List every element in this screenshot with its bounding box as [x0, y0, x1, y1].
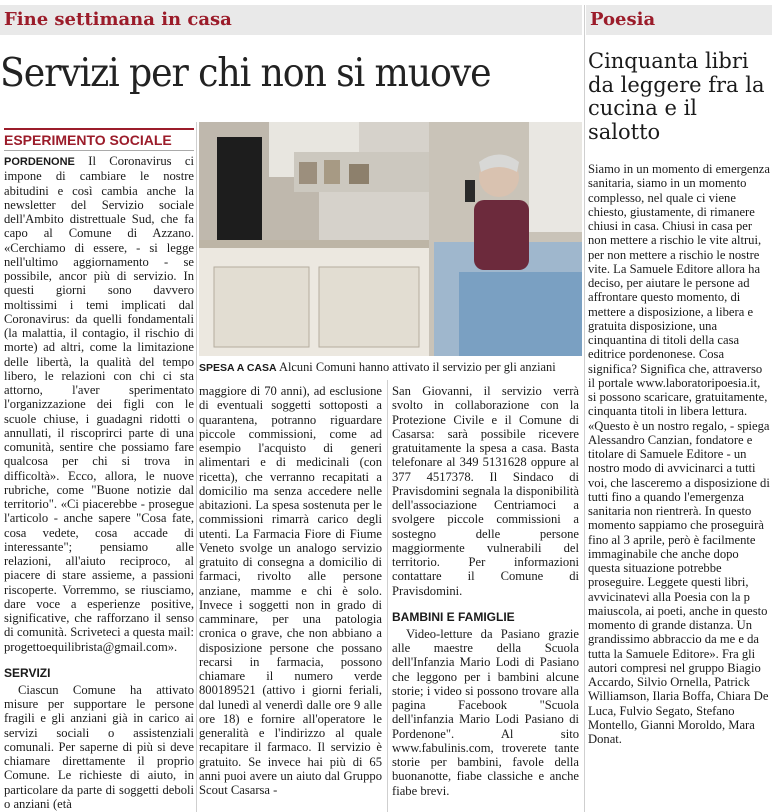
intro-text: Il Coronavirus ci impone di cambiare le nostre abitudini e così cambia anche la newsletter del Servizio sociale dell'Ambito distrettuale Sud, che fa capo al Comune di Azzano. «Cerchiamo di essere, - si legge nell'ultimo aggiornamento - se possibile, ancor più di servizio. In questi giorni sono davvero moltissimi i temi implicati dal Coronavirus: da quelli fondamentali (la malattia, il contagio, il rischio di morte) ad altri, come la limitazione delle libertà, la qualità del tempo libero, le relazioni con chi ci sta attorno, l'aver sperimentato l'organizzazione dei figli con le scuole chiuse, i guadagni ridotti o annullati, il riscoprirci parte di una comunità, sentire che possiamo fare qualcosa per chi si trova in difficoltà». Ecco, allora, le nuove rubriche, come "Buone notizie dal territorio". «Ci piacerebbe - prosegue l'articolo - anche sapere "Cosa fate, cosa vedete, cosa accade di interessante"; pensiamo alle relazioni, all'aiuto reciproco, al piacere di stare assieme, a passioni riscoperte. Vorremmo, se riusciamo, dare voce a esperienze positive, significative, che rafforzano il senso di comunità. Scriveteci a questa mail: progettoequilibrista@gmail.com».	[4, 154, 194, 654]
poetry-article-body	[588, 162, 770, 812]
bambini-paragraph: Video-letture da Pasiano grazie alle maestre della Scuola dell'Infanzia Mario Lodi di Pasiano che leggono per i bambini alcune storie; i video si possono trovare alla pagina Facebook "Scuola dell'infanzia Mario Lodi Pasiano di Pordenone". Al sito www.fabulinis.com, troverete tante storie per bambini, favole della buonanotte, fiabe classiche e anche fiabe brevi.	[392, 626, 579, 798]
article-column-1	[4, 154, 194, 812]
poetry-article-text: Siamo in un momento di emergenza sanitaria, siamo in un momento complesso, nel quale ci viene chiesto, giustamente, di rimanere chiusi in casa. Chiusi in casa per non mettere a rischio le vite altrui, per non mettere a rischio le nostre vite. La Samuele Editore allora ha deciso, per aiutare le persone ad affrontare questo momento, di mettere a disposizione, a libera e gratuita disposizione, una cinquantina di titoli della casa editrice pordenonese. Cosa significa? Signifìca che, attraverso il portale www.laboratoripoesia.it, si possono scaricare, gratuitamente, cinquanta titoli in libera lettura. «Questo è un nostro regalo, - spiega Alessandro Canzian, fondatore e titolare di Samuele Editore - un nostro modo di avvicinarci a tutti voi, che lasceremo a disposizione di tutti fino a quando l'emergenza sanitaria non rientrerà. In questo momento sappiamo che proseguirà fino al 3 aprile, però è facilmente immaginabile che anche dopo questa situazione potrebbe proseguire. Leggete questi libri, avvicinatevi alla Poesia con la p maiuscola, ai poeti, anche in questo momento di grande distanza. Un grandissimo abbraccio da me e da tutta la Samuele Editore». Fra gli autori compresi nel gruppo Biagio Accardo, Silvio Ornella, Patrick Williamson, Ilaria Boffa, Chiara De Luca, Fulvio Segato, Stefano Montello, Gianni Moroldo, Mara Donat.	[588, 162, 770, 746]
dateline: PORDENONE	[4, 156, 75, 168]
intro-paragraph	[4, 154, 194, 654]
article-column-2	[199, 384, 382, 812]
subhead-bambini: BAMBINI E FAMIGLIE	[392, 609, 515, 624]
article-photo	[199, 122, 582, 356]
elderly-woman-at-home-image	[199, 122, 582, 356]
section-header-right: Poesia	[586, 5, 772, 35]
servizi-paragraph: Ciascun Comune ha attivato misure per supportare le persone fragili e gli anziani già in carico ai servizi sociali o assistenziali comunali. Per saperne di più si deve chiamare direttamente il proprio Comune. Le richieste di aiuto, in particolare da parte di soggetti deboli o anziani (età	[4, 682, 194, 811]
column-divider	[387, 380, 388, 812]
subhead-servizi: SERVIZI	[4, 665, 51, 680]
caption-label: SPESA A CASA	[199, 362, 277, 374]
section-header-left: Fine settimana in casa	[0, 5, 582, 35]
column-divider	[196, 122, 197, 812]
caption-text: Alcuni Comuni hanno attivato il servizio per gli anziani	[276, 360, 556, 374]
column-2-text: maggiore di 70 anni), ad esclusione di eventuali soggetti sottoposti a quarantena, potranno riguardare piccole commissioni, come ad esempio l'acquisto di generi alimentari e di medicinali (con ricetta), che verranno recapitati a domicilio ma senza accedere nelle abitazioni. La spesa sostenuta per le commissioni rimarrà carico degli utenti. La Farmacia Fiore di Fiume Veneto svolge un analogo servizio gratuito di consegna a domicilio di farmaci, rivolto alle persone anziane, mamme e chi è solo. Invece i soggetti non in grado di camminare, per una patologia cronica o grave, che non abbiano a disposizione persone che possano recarsi in farmacia, possono chiamare il numero verde 800189521 (attivo i giorni feriali, dal lunedì al venerdì dalle ore 9 alle ore 18) e fornire all'operatore le generalità e l'indirizzo al quale recapitare il farmaco. Il servizio è gratuito. Se invece hai più di 65 anni puoi avere un aiuto dal Gruppo Scout Casarsa -	[199, 384, 382, 797]
headline: Servizi per chi non si muove	[0, 51, 491, 96]
photo-caption	[199, 360, 582, 375]
poetry-article-title: Cinquanta libri da leggere fra la cucina e il salotto	[588, 49, 765, 144]
kicker-label: ESPERIMENTO SOCIALE	[4, 128, 194, 151]
column-3-text: San Giovanni, il servizio verrà svolto in collaborazione con la Protezione Civile e il Comune di Casarsa: sarà possibile ricevere gratuitamente la spesa a casa. Basta telefonare al 349 5131628 oppure al 377 4517378. Il Sindaco di Pravisdomini segnala la disponibilità dell'associazione Centriamoci a svolgere piccole commissioni a sostegno delle persone maggiormente vulnerabili del territorio. Per informazioni contattare il Comune di Pravisdomini.	[392, 384, 579, 598]
article-column-3	[392, 384, 579, 812]
section-divider	[584, 5, 585, 812]
